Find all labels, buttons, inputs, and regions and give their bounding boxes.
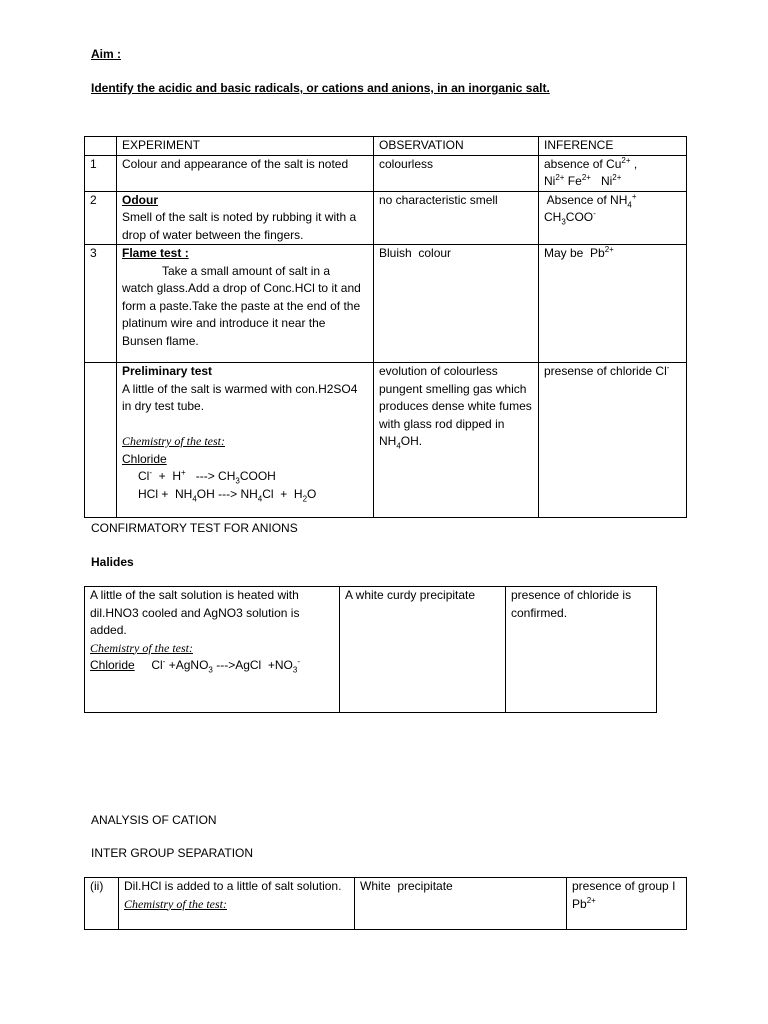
chemistry-label: Chemistry of the test:	[124, 896, 227, 911]
eq-part: +AgNO	[165, 658, 209, 672]
experiment-text: Smell of the salt is noted by rubbing it with a drop of water between the fingers.	[122, 210, 357, 242]
row-number: 2	[85, 191, 117, 245]
inference-text: presence of group I Pb	[572, 879, 683, 911]
experiment-text: A little of the salt solution is heated with dil.HNO3 cooled and AgNO3 solution is added.	[90, 588, 300, 637]
table-row	[85, 245, 687, 363]
superscript: 2+	[612, 173, 622, 182]
observation-cell: colourless	[374, 155, 539, 191]
experiment-cell	[119, 878, 355, 930]
superscript: +	[631, 191, 637, 201]
header-cell	[85, 137, 117, 156]
table-header-row	[85, 137, 687, 156]
superscript: -	[297, 657, 301, 666]
eq-part: Cl	[138, 469, 150, 483]
experiment-cell	[85, 587, 340, 713]
aim-text: Identify the acidic and basic radicals, or cations and anions, in an inorganic salt.	[91, 81, 550, 95]
table-row	[85, 363, 687, 518]
superscript: 2+	[555, 173, 565, 182]
superscript: 2+	[586, 895, 596, 905]
row-number: 1	[85, 155, 117, 191]
preliminary-table	[84, 136, 687, 518]
inference-text: presense of chloride Cl	[544, 364, 667, 378]
observation-cell	[374, 363, 539, 518]
experiment-text: Take a small amount of salt in a	[162, 263, 331, 278]
subscript: 4	[396, 441, 401, 451]
superscript: 2+	[604, 245, 614, 254]
chemistry-name: Chloride	[122, 451, 167, 466]
inference-text: COO	[565, 210, 594, 224]
eq-part: O	[307, 486, 317, 501]
cation-heading: ANALYSIS OF CATION	[91, 813, 217, 827]
aim-label: Aim :	[91, 47, 121, 61]
inference-cell	[539, 155, 687, 191]
header-cell: EXPERIMENT	[117, 137, 374, 156]
superscript: -	[162, 657, 166, 666]
eq-part: HCl + NH	[138, 486, 193, 501]
experiment-cell	[117, 191, 374, 245]
inference-text: Ni	[544, 174, 556, 188]
experiment-title: Preliminary test	[122, 364, 213, 378]
equation	[122, 486, 316, 504]
inter-group-heading: INTER GROUP SEPARATION	[91, 846, 254, 860]
superscript: -	[666, 363, 670, 372]
inference-cell	[539, 191, 687, 245]
cation-table	[84, 877, 687, 930]
row-number	[85, 363, 117, 518]
observation-text: evolution of colourless pungent smelling gas which produces dense white fumes with glass rod dipped in NH	[379, 364, 532, 448]
eq-part: + H	[152, 469, 182, 483]
experiment-text: watch glass.Add a drop of Conc.HCl to it and form a paste.Take the paste at the end of the platinum wire and introduce it near the Bunsen flame.	[122, 281, 361, 348]
superscript: +	[181, 468, 186, 477]
table-row	[85, 587, 657, 713]
subscript: 2	[302, 493, 308, 503]
chemistry-label: Chemistry of the test:	[90, 640, 193, 655]
superscript: 2+	[621, 155, 631, 165]
inference-text: absence of Cu	[544, 156, 622, 171]
experiment-cell: Colour and appearance of the salt is noted	[117, 155, 374, 191]
inference-text: Ni	[590, 174, 613, 188]
inference-text: Fe	[564, 174, 582, 188]
inference-cell	[539, 245, 687, 363]
observation-cell: White precipitate	[355, 878, 567, 930]
eq-part: ---> CH	[185, 469, 236, 483]
row-number: 3	[85, 245, 117, 363]
eq-part: Cl + H	[262, 486, 303, 501]
equation	[122, 468, 276, 486]
inference-cell	[567, 878, 687, 930]
inference-cell: presence of chloride is confirmed.	[506, 587, 657, 713]
eq-part: COOH	[239, 469, 276, 483]
equation	[90, 657, 301, 675]
subscript: 3	[561, 217, 566, 227]
experiment-cell	[117, 363, 374, 518]
superscript: -	[149, 468, 153, 477]
eq-part: --->AgCl +NO	[212, 658, 293, 672]
inference-text: May be Pb	[544, 246, 605, 260]
header-cell: INFERENCE	[539, 137, 687, 156]
inference-cell	[539, 363, 687, 518]
chemistry-name: Chloride	[90, 658, 135, 672]
subscript: 3	[235, 476, 240, 486]
table-row	[85, 155, 687, 191]
subscript: 4	[192, 493, 197, 503]
table-row	[85, 191, 687, 245]
experiment-cell	[117, 245, 374, 363]
chemistry-label: Chemistry of the test:	[122, 434, 225, 448]
inference-text: Absence of NH	[544, 192, 628, 207]
inference-text: CH	[544, 210, 562, 224]
experiment-text: Dil.HCl is added to a little of salt solution.	[124, 879, 342, 893]
subscript: 3	[208, 665, 213, 675]
halides-table	[84, 586, 657, 713]
superscript: 2+	[581, 173, 591, 182]
experiment-text: A little of the salt is warmed with con.H2SO4 in dry test tube.	[122, 381, 358, 413]
experiment-title: Odour	[122, 192, 158, 207]
row-number: (ii)	[85, 878, 119, 930]
observation-cell: no characteristic smell	[374, 191, 539, 245]
subscript: 4	[627, 199, 632, 209]
subscript: 3	[292, 665, 298, 675]
halides-heading: Halides	[91, 555, 134, 569]
observation-cell: A white curdy precipitate	[340, 587, 506, 713]
eq-part: OH ---> NH	[196, 486, 258, 501]
confirmatory-heading: CONFIRMATORY TEST FOR ANIONS	[91, 521, 298, 535]
superscript: -	[593, 209, 596, 218]
observation-cell: Bluish colour	[374, 245, 539, 363]
inference-text: ,	[630, 156, 638, 171]
observation-text: OH.	[400, 434, 423, 448]
subscript: 4	[257, 493, 263, 503]
eq-part: Cl	[134, 658, 163, 672]
experiment-title: Flame test :	[122, 246, 189, 260]
table-row	[85, 878, 687, 930]
header-cell: OBSERVATION	[374, 137, 539, 156]
